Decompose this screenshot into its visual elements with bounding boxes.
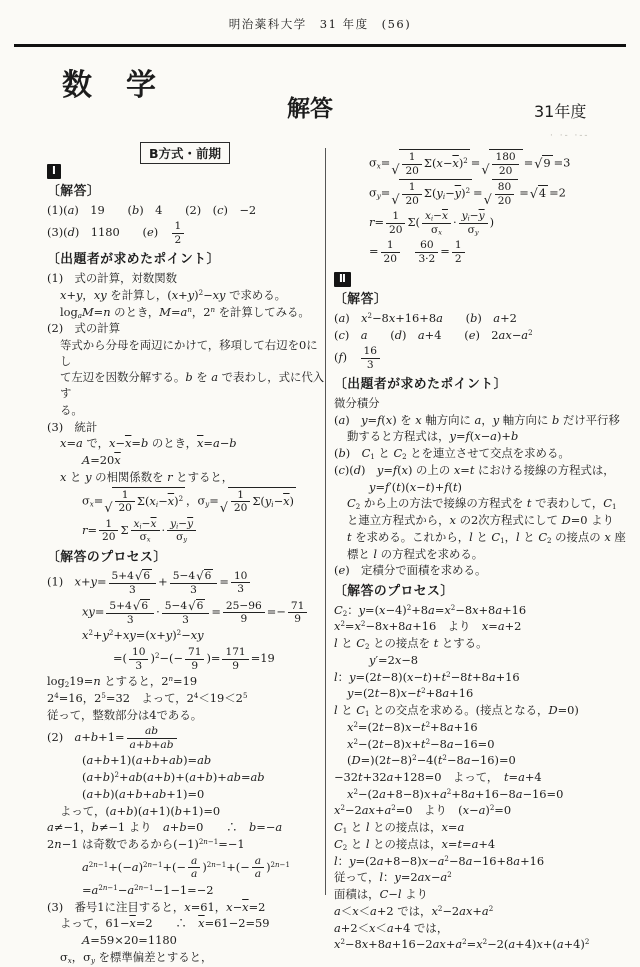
doc-line: $a^{2n-1}+(-a)^{2n-1}+(-$ $\frac{a}{a}$ )$^{2n-1}$+(− $\frac{a}{a}$ )$^{2n-1}$: [82, 854, 290, 881]
doc-line: x+y，xy を計算し，$(x+y)^2-xy$ で求める。: [60, 287, 287, 302]
doc-line: と連立方程式から，x の2次方程式にして D=0 より: [347, 513, 614, 528]
doc-line: (3) 統計: [47, 419, 98, 434]
doc-line: $x^2=(2t-8)x-t^2+8a+16$: [347, 719, 478, 734]
doc-line: = $\frac{1}{20}$ $\frac{60}{3\cdot 2}$ = $\frac{1}{2}$: [334, 238, 630, 266]
doc-line: 動すると方程式は，y=f(x−a)+b: [347, 429, 519, 444]
doc-line: (c)(d) y=f(x) の上の x=t における接線の方程式は，: [334, 462, 615, 477]
doc-line: (e) 定積分で面積を求める。: [334, 563, 487, 578]
doc-line: a＜x＜a+2 では，$x^2-2ax+a^2$: [334, 903, 494, 918]
doc-line: x と y の相関係数を r とすると，: [60, 469, 234, 484]
exam-method-badge: B方式・前期: [140, 142, 230, 164]
doc-line: y=f′(t)(x−t)+f(t): [369, 479, 462, 494]
doc-line: =( $\frac{10}{3}$ )$^2$−(− $\frac{71}{9}$ )= $\frac{171}{9}$ =19: [113, 646, 275, 672]
print-artifact: · ·- ·--: [550, 131, 590, 141]
doc-line: $C_2$：$y=(x-4)^2+8a=x^2-8x+8a+16$: [334, 602, 527, 618]
doc-line: y′=2x−8: [369, 652, 419, 667]
doc-line: A=59×20=1180: [82, 933, 177, 948]
doc-line: (2) a+b+1= $\frac{ab}{a+b+ab}$: [47, 724, 325, 752]
heading-line: 〔解答のプロセス〕: [334, 584, 454, 600]
doc-line: $(D=)(2t-8)^2-4(t^2-8a-16)=0$: [347, 753, 516, 768]
doc-line: l と $C_1$ との交点を求める。(接点となる，D=0): [334, 703, 579, 718]
doc-line: $C_2$ と l との接点は，x=t=a+4: [334, 836, 496, 852]
doc-line: $=a^{2n-1}-a^{2n-1}-1-1=-2$: [82, 882, 214, 897]
doc-line: よって，$61-\overline{x}=2$ ∴ $\overline{x}=61-2=59$: [60, 916, 270, 931]
left-column: [47, 158, 325, 967]
answer-heading: 解答: [287, 96, 333, 122]
doc-line: $y=(2t-8)x-t^2+8a+16$: [347, 686, 474, 701]
doc-line: $A=20\overline{x}$: [82, 453, 121, 468]
doc-line: $\sigma_x=$ √ $\frac{1}{20}$ $\Sigma(x-\overline{x})^2$ = √ $\frac{180}{20}$ = √ 9 =3: [369, 151, 571, 179]
doc-line: て左辺を因数分解する。b を a で表わし，式に代入す: [60, 370, 325, 401]
doc-line: l と $C_2$ との接点を t とする。: [334, 636, 488, 651]
doc-line: 面積は，C−l より: [334, 887, 428, 902]
doc-line: r= $\frac{1}{20}$ Σ $\frac{x_i-\overline{x}}{\sigma_x}$ · $\frac{y_i-\overline{y}}{\sigma_y}$: [47, 517, 325, 545]
doc-line: $2^4=16$，$2^5=32$ よって，$2^4<19<2^5$: [47, 690, 248, 705]
section-number-box: Ⅰ: [47, 164, 61, 180]
doc-line: よって，(a+b)(a+1)(b+1)=0: [60, 803, 221, 818]
doc-line: $C_2$ から上の方法で接線の方程式を t で表わして，$C_1$: [347, 496, 617, 512]
doc-line: る。: [60, 402, 83, 417]
doc-line: 2n−1 は奇数であるから$(-1)^{2n-1}=-1$: [47, 837, 245, 852]
doc-line: 従って，整数部分は4である。: [47, 707, 203, 722]
doc-line: $\log_219=n$ とすると，$2^n=19$: [47, 674, 198, 689]
doc-line: (1) 式の計算，対数関数: [47, 271, 178, 286]
doc-line: a+2＜x＜a+4 では，: [334, 920, 449, 935]
doc-line: (a) $x^2-8x+16+8a$ (b) a+2: [334, 310, 517, 325]
doc-line: 従って，l：$y=2ax-a^2$: [334, 870, 452, 885]
doc-line: $x^2-8x+8a+16-2ax+a^2=x^2-2(a+4)x+(a+4)^2$: [334, 937, 590, 952]
doc-line: (1) x+y= 5+4 √ 6 3 + 5−4 √ 6 3 = $\frac{10}{3}$: [47, 568, 325, 597]
doc-line: (2) 式の計算: [47, 321, 121, 336]
doc-line: 標と l の方程式を求める。: [347, 546, 484, 561]
heading-line: 〔解答〕: [334, 292, 388, 308]
doc-line: r= $\frac{1}{20}$ Σ( $\frac{x_i-\overline{x}}{\sigma_x}$ · $\frac{y_i-\overline{y}}{\sigma_y}$ ): [369, 210, 495, 237]
doc-line: $\sigma_x=$ √ $\frac{1}{20}$ $\Sigma(x_i-\overline{x})^2$ ，$\sigma_y=$ √ $\frac{1}{20}$ $\Sigma(y_i-\overline{x})$: [82, 488, 294, 516]
doc-line: l：$y=(2a+8-8)x-a^2-8a-16+8a+16$: [334, 853, 545, 868]
doc-line: (b) $C_1$ と $C_2$ とを連立させて交点を求める。: [334, 446, 570, 461]
doc-line: x=a で，$x-\overline{x}=b$ のとき，$\overline{x}=a-b$: [60, 436, 237, 451]
doc-line: $\sigma_y=$ √ $\frac{1}{20}$ $\Sigma(y_i-\overline{y})^2$ = √ $\frac{80}{20}$ = √ 4 =2: [369, 181, 566, 209]
doc-line: −32t+32a+128=0 よって， t=a+4: [334, 770, 542, 785]
subject-title: 数 学: [62, 68, 158, 103]
section-number-box: Ⅱ: [334, 272, 351, 288]
doc-line: $\sigma_x$，$\sigma_y$ を標準偏差とすると，: [60, 949, 213, 965]
doc-line: $(a+b)^2+ab(a+b)+(a+b)+ab=ab$: [82, 770, 265, 785]
doc-line: $x^2-(2t-8)x+t^2-8a-16=0$: [347, 736, 495, 751]
heading-line: 〔解答のプロセス〕: [47, 549, 167, 565]
doc-line: t を求める。これから，l と $C_1$，l と $C_2$ の接点の x 座: [347, 529, 626, 545]
doc-line: 等式から分母を両辺にかけて，移項して右辺を0にし: [60, 338, 318, 368]
doc-line: xy= 5+4 √ 6 3 · 5−4 √ 6 3 = $\frac{25-96}{9}$ =− $\frac{71}{9}$: [47, 598, 325, 627]
heading-line: 〔出題者が求めたポイント〕: [334, 377, 507, 393]
doc-line: $x^2=x^2-8x+8a+16$ より x=a+2: [334, 619, 522, 634]
doc-line: $\log_aM=n$ のとき，$M=a^n$，2$^n$ を計算してみる。: [60, 304, 310, 320]
doc-line: (1)(a) 19 (b) 4 (2) (c) −2: [47, 202, 257, 217]
section-marker: [334, 271, 630, 287]
doc-line: (f) $\frac{16}{3}$: [334, 344, 630, 372]
right-column: [334, 149, 630, 954]
doc-line: $x^2-2ax+a^2=0$ より $(x-a)^2=0$: [334, 803, 512, 818]
year-label: 31年度: [534, 102, 587, 121]
column-divider: [325, 148, 326, 895]
page-header-text: 明治薬科大学 31 年度 (56): [228, 17, 412, 31]
heading-line: 〔解答〕: [47, 184, 101, 199]
doc-line: (c) a (d) a+4 (e) $2ax-a^2$: [334, 327, 533, 342]
doc-line: $x^2-(2a+8-8)x+a^2+8a+16-8a-16=0$: [347, 786, 564, 801]
heading-line: 〔出題者が求めたポイント〕: [47, 252, 220, 268]
doc-line: (a+b+1)(a+b+ab)=ab: [82, 753, 212, 768]
doc-line: (3)(d) 1180 (e) $\frac{1}{2}$: [47, 219, 325, 247]
section-marker: [47, 163, 325, 179]
doc-line: (a+b)(a+b+ab+1)=0: [82, 786, 205, 801]
doc-line: (3) 番号1に注目すると，x=61，$x-\overline{x}=2$: [47, 899, 266, 914]
doc-line: l：$y=(2t-8)(x-t)+t^2-8t+8a+16$: [334, 669, 520, 684]
doc-line: $C_1$ と l との接点は，x=a: [334, 820, 465, 835]
header-rule: [14, 44, 626, 47]
doc-line: (a) y=f(x) を x 軸方向に a，y 軸方向に b だけ平行移: [334, 412, 620, 427]
doc-line: a≠−1，b≠−1 より a+b=0 ∴ b=−a: [47, 820, 283, 835]
doc-line: 微分積分: [334, 395, 380, 410]
doc-line: $x^2+y^2+xy=(x+y)^2-xy$: [82, 628, 204, 643]
